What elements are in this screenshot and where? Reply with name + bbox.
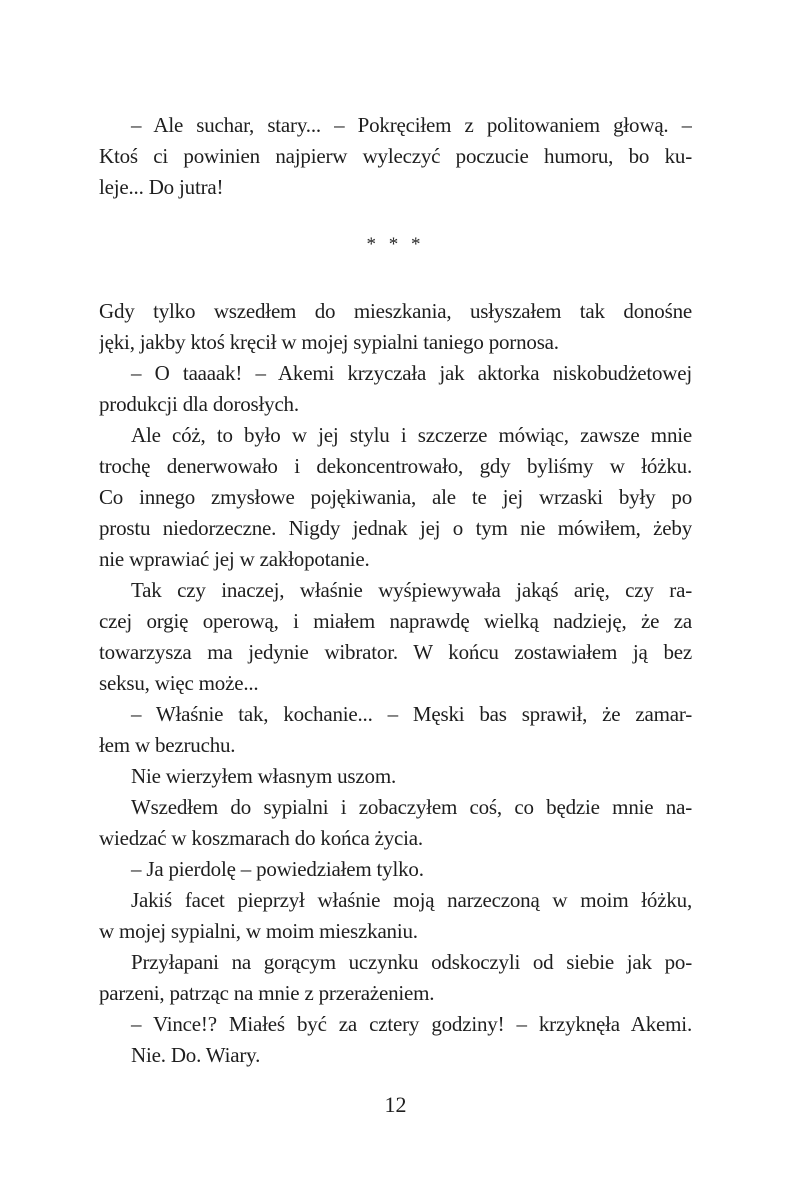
paragraph xyxy=(99,575,692,699)
text-line: – Ale suchar, stary... – Pokręciłem z politowaniem głową. – xyxy=(131,113,692,137)
paragraph xyxy=(99,792,692,854)
paragraph xyxy=(99,1009,692,1040)
text-line: – Ja pierdolę – powiedziałem tylko. xyxy=(131,857,424,881)
paragraph xyxy=(99,296,692,358)
page-number: 12 xyxy=(384,1092,407,1117)
text-block xyxy=(99,110,692,1071)
text-line: – Właśnie tak, kochanie... – Męski bas sprawił, że zamar- xyxy=(131,702,692,726)
text-line: Nie. Do. Wiary. xyxy=(131,1043,261,1067)
paragraph xyxy=(99,358,692,420)
paragraph xyxy=(99,420,692,575)
paragraph xyxy=(99,947,692,1009)
text-line: produkcji dla dorosłych. xyxy=(99,392,299,416)
text-line: jęki, jakby ktoś kręcił w mojej sypialni taniego pornosa. xyxy=(99,330,559,354)
paragraph xyxy=(99,699,692,761)
text-line: nie wprawiać jej w zakłopotanie. xyxy=(99,547,370,571)
text-line: Co innego zmysłowe pojękiwania, ale te jej wrzaski były po xyxy=(99,485,692,509)
text-line: Ktoś ci powinien najpierw wyleczyć poczucie humoru, bo ku- xyxy=(99,144,692,168)
text-line: Przyłapani na gorącym uczynku odskoczyli od siebie jak po- xyxy=(131,950,692,974)
text-line: w mojej sypialni, w moim mieszkaniu. xyxy=(99,919,418,943)
text-line: wiedzać w koszmarach do końca życia. xyxy=(99,826,423,850)
text-line: – Vince!? Miałeś być za cztery godziny! – krzyknęła Akemi. xyxy=(131,1012,692,1036)
paragraph xyxy=(99,885,692,947)
text-line: Tak czy inaczej, właśnie wyśpiewywała jakąś arię, czy ra- xyxy=(131,578,692,602)
text-line: Nie wierzyłem własnym uszom. xyxy=(131,764,397,788)
text-line: trochę denerwowało i dekoncentrowało, gdy byliśmy w łóżku. xyxy=(99,454,692,478)
text-line: prostu niedorzeczne. Nigdy jednak jej o tym nie mówiłem, żeby xyxy=(99,516,692,540)
text-line: parzeni, patrząc na mnie z przerażeniem. xyxy=(99,981,435,1005)
paragraph xyxy=(99,761,692,792)
paragraph xyxy=(99,110,692,203)
paragraph xyxy=(99,854,692,885)
text-line: towarzysza ma jedynie wibrator. W końcu zostawiałem ją bez xyxy=(99,640,692,664)
text-line: czej orgię operową, i miałem naprawdę wielką nadzieję, że za xyxy=(99,609,692,633)
paragraph xyxy=(99,1040,692,1071)
text-line: – O taaaak! – Akemi krzyczała jak aktorka niskobudżetowej xyxy=(131,361,692,385)
text-line: łem w bezruchu. xyxy=(99,733,236,757)
scene-break-separator: * * * xyxy=(366,234,425,255)
text-line: Gdy tylko wszedłem do mieszkania, usłyszałem tak donośne xyxy=(99,299,692,323)
text-line: leje... Do jutra! xyxy=(99,175,224,199)
text-line: seksu, więc może... xyxy=(99,671,259,695)
text-line: Jakiś facet pieprzył właśnie moją narzeczoną w moim łóżku, xyxy=(131,888,692,912)
text-line: Ale cóż, to było w jej stylu i szczerze mówiąc, zawsze mnie xyxy=(131,423,692,447)
text-line: Wszedłem do sypialni i zobaczyłem coś, co będzie mnie na- xyxy=(131,795,692,819)
